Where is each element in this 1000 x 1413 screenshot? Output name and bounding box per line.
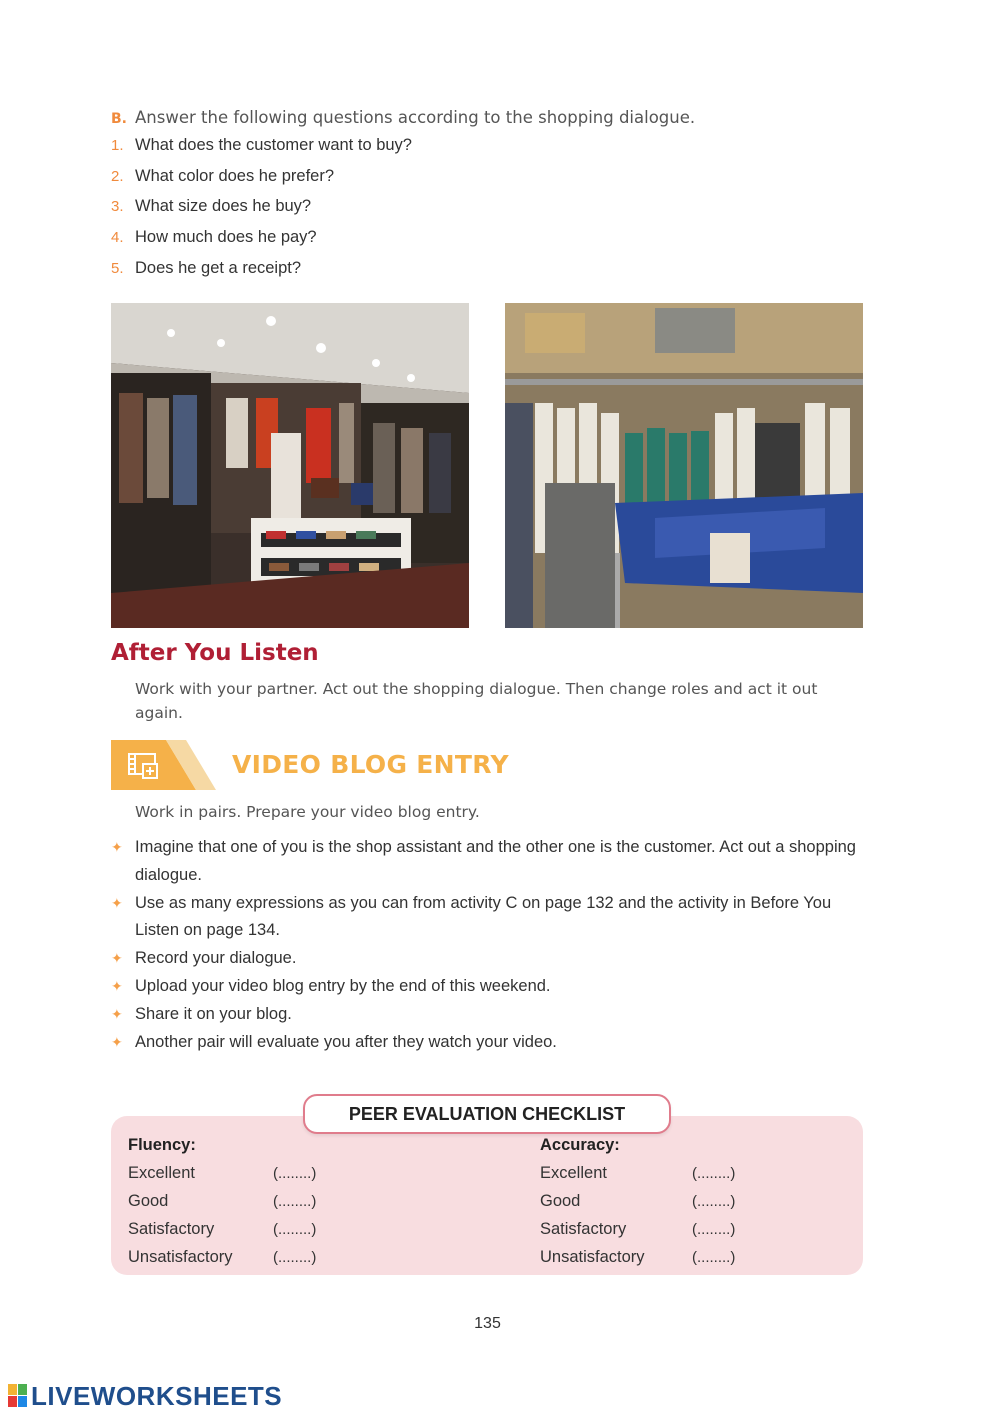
accuracy-answer-blank[interactable]: (........) xyxy=(692,1221,736,1238)
fluency-option-label: Excellent xyxy=(128,1164,195,1182)
sparkle-bullet-icon: ✦ xyxy=(111,894,123,911)
video-blog-title: VIDEO BLOG ENTRY xyxy=(232,750,509,779)
liveworksheets-logo[interactable] xyxy=(8,1381,282,1411)
accuracy-answer-blank[interactable]: (........) xyxy=(692,1249,736,1266)
video-blog-instructions xyxy=(111,834,871,1056)
fluency-option-label: Good xyxy=(128,1192,169,1210)
question-text: What does the customer want to buy? xyxy=(135,136,412,154)
accuracy-option-label: Satisfactory xyxy=(540,1220,627,1238)
blocks-logo-icon xyxy=(8,1384,28,1408)
section-b-heading xyxy=(111,108,695,127)
sparkle-bullet-icon: ✦ xyxy=(111,977,123,994)
question-number: 1. xyxy=(111,137,124,154)
instruction-item xyxy=(111,890,871,946)
section-b-heading-text: Answer the following questions according to the shopping dialogue. xyxy=(135,108,696,127)
question-number: 3. xyxy=(111,198,124,216)
instruction-text: Upload your video blog entry by the end of this weekend. xyxy=(135,976,551,995)
after-you-listen-title: After You Listen xyxy=(111,640,319,666)
fluency-heading: Fluency: xyxy=(128,1136,196,1154)
fluency-answer-blank[interactable]: (........) xyxy=(273,1249,317,1266)
clothing-rack-photo xyxy=(505,303,863,628)
section-b-label: B. xyxy=(111,111,127,127)
instruction-text: Share it on your blog. xyxy=(135,1004,292,1023)
question-item xyxy=(111,167,412,198)
sparkle-bullet-icon: ✦ xyxy=(111,950,123,967)
sparkle-bullet-icon: ✦ xyxy=(111,839,123,855)
instruction-item xyxy=(111,1029,871,1057)
instruction-item xyxy=(111,973,871,1001)
instruction-text: Record your dialogue. xyxy=(135,949,297,968)
instruction-item xyxy=(111,1001,871,1029)
fluency-answer-blank[interactable]: (........) xyxy=(273,1193,317,1210)
store-interior-photo xyxy=(111,303,469,628)
sparkle-bullet-icon: ✦ xyxy=(111,1005,123,1022)
question-number: 2. xyxy=(111,167,124,185)
fluency-option-label: Satisfactory xyxy=(128,1220,215,1238)
instruction-text: Another pair will evaluate you after they watch your video. xyxy=(135,1032,557,1051)
question-item xyxy=(111,136,412,167)
brand-name: LIVEWORKSHEETS xyxy=(31,1380,283,1411)
question-text: What color does he prefer? xyxy=(135,166,335,185)
question-text: Does he get a receipt? xyxy=(135,258,302,277)
video-blog-intro: Work in pairs. Prepare your video blog entry. xyxy=(135,803,480,821)
question-item xyxy=(111,228,412,259)
question-item xyxy=(111,259,412,290)
question-text: What size does he buy? xyxy=(135,197,312,216)
fluency-answer-blank[interactable]: (........) xyxy=(273,1165,317,1182)
accuracy-heading: Accuracy: xyxy=(540,1136,620,1154)
question-item xyxy=(111,197,412,228)
accuracy-option-label: Excellent xyxy=(540,1164,607,1182)
after-you-listen-text: Work with your partner. Act out the shopping dialogue. Then change roles and act it out again. xyxy=(135,680,818,722)
question-number: 4. xyxy=(111,229,124,247)
peer-evaluation-title: PEER EVALUATION CHECKLIST xyxy=(303,1094,671,1134)
accuracy-answer-blank[interactable]: (........) xyxy=(692,1193,736,1210)
instruction-item xyxy=(111,834,871,890)
accuracy-answer-blank[interactable]: (........) xyxy=(692,1165,736,1182)
instruction-text: Use as many expressions as you can from activity C on page 132 and the activity in Before You Listen on page 134. xyxy=(135,893,832,940)
instruction-text: Imagine that one of you is the shop assistant and the other one is the customer. Act out a shopping dialogue. xyxy=(135,838,856,884)
fluency-answer-blank[interactable]: (........) xyxy=(273,1221,317,1238)
sparkle-bullet-icon: ✦ xyxy=(111,1033,123,1050)
accuracy-option-label: Unsatisfactory xyxy=(540,1248,645,1266)
page-number: 135 xyxy=(474,1315,501,1332)
question-list xyxy=(111,136,412,289)
question-text: How much does he pay? xyxy=(135,228,317,247)
instruction-item xyxy=(111,945,871,973)
video-blog-banner xyxy=(111,740,221,790)
fluency-option-label: Unsatisfactory xyxy=(128,1248,233,1266)
question-number: 5. xyxy=(111,259,124,277)
accuracy-option-label: Good xyxy=(540,1192,581,1210)
